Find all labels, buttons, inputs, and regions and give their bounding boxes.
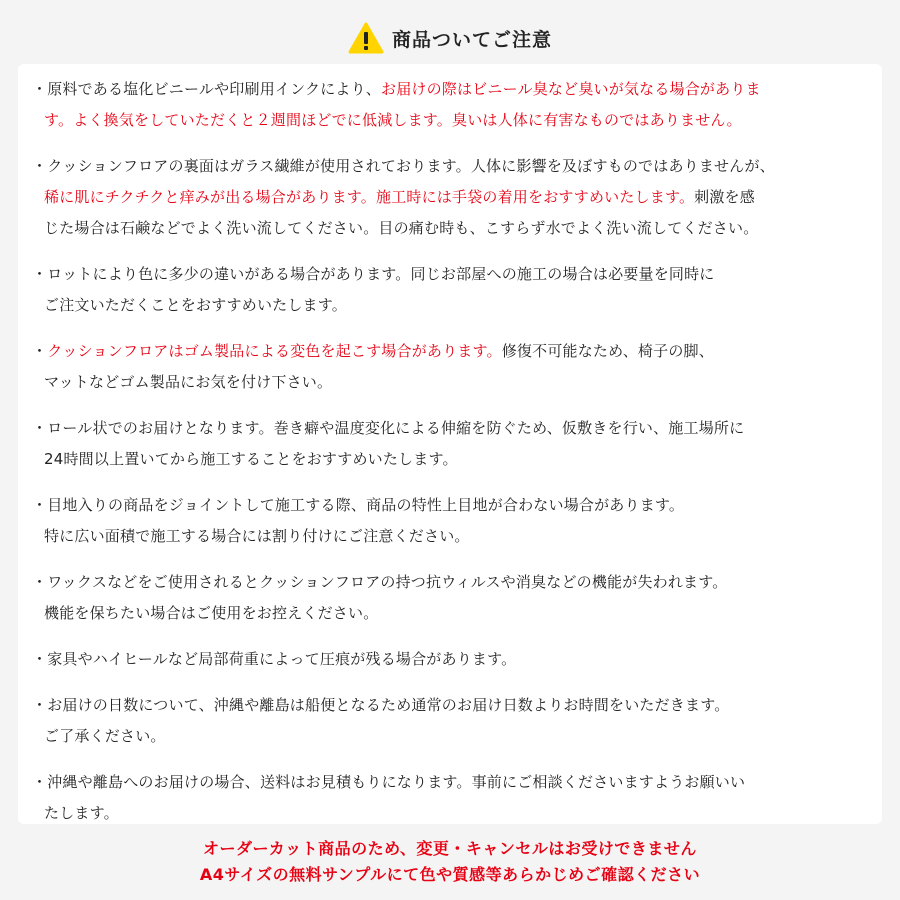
page-title: 商品ついてご注意 xyxy=(391,28,552,51)
note-item xyxy=(32,74,878,136)
note-text: ・ロットにより色に多少の違いがある場合があります。同じお部屋への施工の場合は必要量を同時に xyxy=(32,265,715,283)
note-text: ・家具やハイヒールなど局部荷重によって圧痕が残る場合があります。 xyxy=(32,650,517,668)
note-line xyxy=(32,151,878,182)
note-line xyxy=(32,767,878,798)
note-line xyxy=(32,182,878,213)
note-text-highlight: す。よく換気をしていただくと２週間ほどでに低減します。臭いは人体に有害なものではありません。 xyxy=(44,111,742,129)
note-item xyxy=(32,151,878,244)
note-text: じた場合は石鹸などでよく洗い流してください。目の痛む時も、こすらず水でよく洗い流してください。 xyxy=(44,219,759,237)
note-text: 刺激を感 xyxy=(694,188,755,206)
notes-card xyxy=(18,64,882,824)
note-item xyxy=(32,644,878,675)
note-line xyxy=(32,413,878,444)
note-text: ご注文いただくことをおすすめいたします。 xyxy=(44,296,347,314)
note-text: 修復不可能なため、椅子の脚、 xyxy=(501,342,714,360)
note-item xyxy=(32,567,878,629)
note-item xyxy=(32,690,878,752)
note-line xyxy=(32,213,878,244)
note-text: ・ロール状でのお届けとなります。巻き癖や温度変化による伸縮を防ぐため、仮敷きを行い、施工場所に xyxy=(32,419,745,437)
note-text: ・ワックスなどをご使用されるとクッションフロアの持つ抗ウィルスや消臭などの機能が失われます。 xyxy=(32,573,728,591)
note-line xyxy=(32,105,878,136)
note-text: 24時間以上置いてから施工することをおすすめいたします。 xyxy=(44,450,458,468)
note-line xyxy=(32,490,878,521)
note-line xyxy=(32,690,878,721)
note-line xyxy=(32,644,878,675)
note-text: ・お届けの日数について、沖縄や離島は船便となるため通常のお届け日数よりお時間をいただきます。 xyxy=(32,696,730,714)
note-text: ・原料である塩化ビニールや印刷用インクにより、 xyxy=(32,80,382,98)
note-line xyxy=(32,336,878,367)
note-line xyxy=(32,598,878,629)
note-item xyxy=(32,259,878,321)
note-text: 特に広い面積で施工する場合には割り付けにご注意ください。 xyxy=(44,527,470,545)
note-item xyxy=(32,490,878,552)
note-text: 機能を保ちたい場合はご使用をお控えください。 xyxy=(44,604,379,622)
note-line xyxy=(32,367,878,398)
warning-icon xyxy=(348,22,384,54)
footer-warning-1: オーダーカット商品のため、変更・キャンセルはお受けできません xyxy=(203,839,697,858)
note-text: たします。 xyxy=(44,804,119,822)
note-text: ご了承ください。 xyxy=(44,727,166,745)
note-line xyxy=(32,74,878,105)
note-line xyxy=(32,259,878,290)
note-item xyxy=(32,767,878,829)
notice-header xyxy=(0,18,900,58)
note-text-highlight: クッションフロアはゴム製品による変色を起こす場合があります。 xyxy=(47,342,502,360)
note-item xyxy=(32,336,878,398)
note-text: ・沖縄や離島へのお届けの場合、送料はお見積もりになります。事前にご相談くださいますようお願いい xyxy=(32,773,746,791)
note-text-highlight: 稀に肌にチクチクと痒みが出る場合があります。施工時には手袋の着用をおすすめいたします。 xyxy=(44,188,695,206)
note-text: ・目地入りの商品をジョイントして施工する際、商品の特性上目地が合わない場合があります。 xyxy=(32,496,685,514)
note-line xyxy=(32,290,878,321)
note-line xyxy=(32,521,878,552)
note-text: ・クッションフロアの裏面はガラス繊維が使用されております。人体に影響を及ぼすものではありませんが、 xyxy=(32,157,775,175)
note-item xyxy=(32,413,878,475)
note-line xyxy=(32,798,878,829)
note-line xyxy=(32,567,878,598)
note-line xyxy=(32,721,878,752)
note-text: ・ xyxy=(32,342,48,360)
footer-warning-2: A4サイズの無料サンプルにて色や質感等あらかじめご確認ください xyxy=(199,865,701,884)
note-text-highlight: お届けの際はビニール臭など臭いが気なる場合がありま xyxy=(381,80,761,98)
note-text: マットなどゴム製品にお気を付け下さい。 xyxy=(44,373,333,391)
note-line xyxy=(32,444,878,475)
